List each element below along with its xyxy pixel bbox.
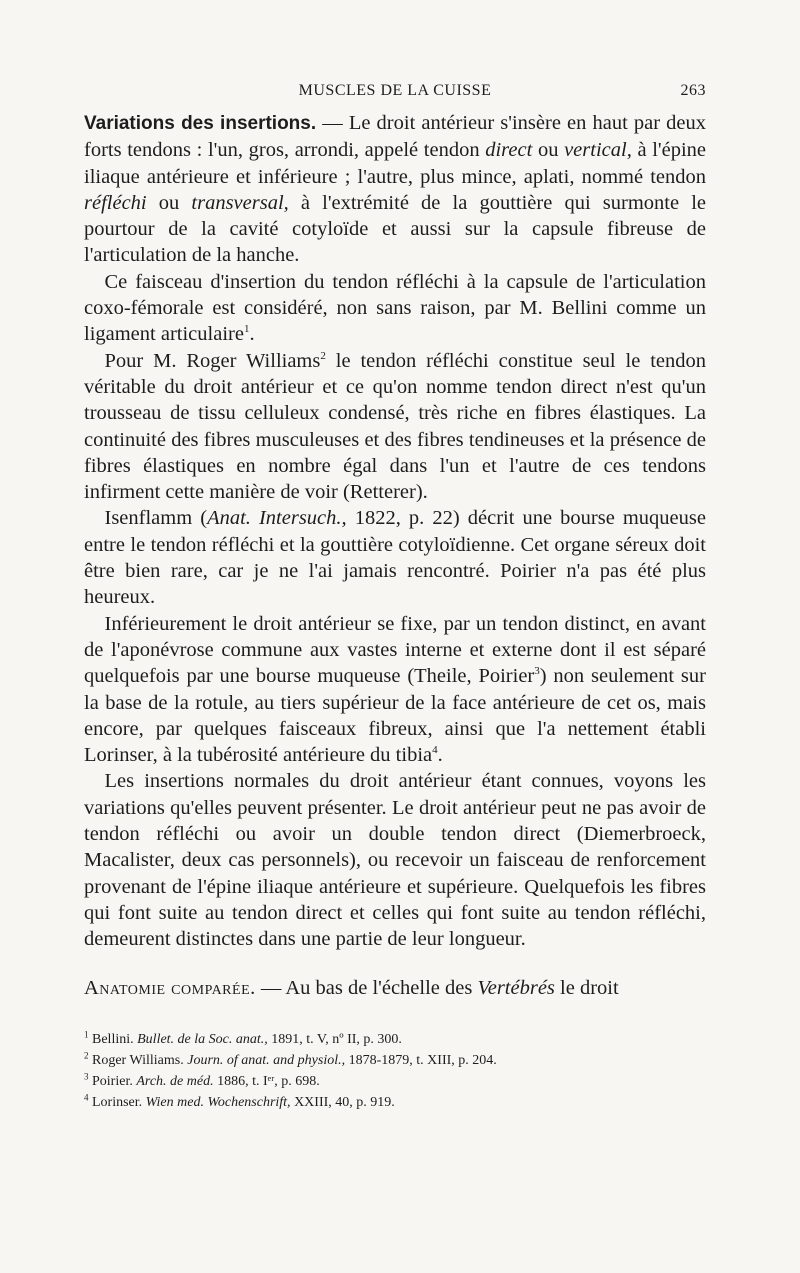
footnote: $^1$ Bellini. Bullet. de la Soc. anat., 1891, t. V, nº II, p. 300. [84,1029,402,1047]
footnotes [84,1029,706,1113]
paragraph: Ce faisceau d'insertion du tendon réfléchi à la capsule de l'articulation coxo-fémorale est considéré, non sans raison, par M. Bellini comme un ligament articulaire$^1$. [84,270,706,346]
paragraph: Les insertions normales du droit antérieur étant connues, voyons les variations qu'elles peuvent présenter. Le droit antérieur peut ne pas avoir de tendon réfléchi ou avoir un double tendon direct (Diemerbroeck, Macalister, deux cas personnels), ou recevoir un faisceau de renforcement provenant de l'épine iliaque antérieure et supérieure. Quelquefois les fibres qui font suite au tendon direct et celles qui font suite au tendon réfléchi, demeurent distinctes dans une partie de leur longueur. [84,770,706,951]
page [84,82,706,1113]
footnote-ref: 1 [243,323,250,336]
body-text [84,110,706,1001]
footnote-ref: 3 [534,665,540,678]
running-header [84,82,706,110]
header-title: MUSCLES DE LA CUISSE [298,82,492,99]
section-heading: Anatomie comparée. [84,976,256,999]
paragraph: Pour M. Roger Williams$^2$ le tendon réfléchi constitue seul le tendon véritable du droit antérieur et ce qu'on nomme tendon direct n'est qu'un trousseau de tissu celluleux condensé, très riche en fibres élastiques. La continuité des fibres musculeuses et des fibres tendineuses et la présence de fibres élastiques en nombre égal dans l'un et l'autre de ces tendons infirment cette manière de voir (Retterer). [84,349,706,504]
page-number: 263 [680,82,706,99]
paragraph: Isenflamm (Anat. Intersuch., 1822, p. 22) décrit une bourse muqueuse entre le tendon réfléchi et la gouttière cotyloïdienne. Cet organe séreux doit être bien rare, car je ne l'ai jamais rencontré. Poirier n'a pas été plus heureux. [84,507,706,609]
section-heading: Variations des insertions. [84,113,317,134]
footnote-ref: 2 [320,349,326,362]
footnote: $^2$ Roger Williams. Journ. of anat. and physiol., 1878-1879, t. XIII, p. 204. [84,1050,497,1068]
paragraph-comparee: Anatomie comparée. — Au bas de l'échelle des Vertébrés le droit [84,976,619,999]
paragraph: Inférieurement le droit antérieur se fixe, par un tendon distinct, en avant de l'aponévrose commune aux vastes interne et externe dont il est séparé quelquefois par une bourse muqueuse (Theile, Poirier$^3$) non seulement sur la base de la rotule, au tiers supérieur de la face antérieure de cet os, mais encore, par quelques faisceaux fibreux, ainsi que l'a nettement établi Lorinser, à la tubérosité antérieure du tibia$^4$. [84,612,706,767]
footnote-ref: 4 [432,744,438,757]
paragraph: Variations des insertions. — Le droit antérieur s'insère en haut par deux forts tendons : l'un, gros, arrondi, appelé tendon direct ou vertical, à l'épine iliaque antérieure et inférieure ; l'autre, plus mince, aplati, nommé tendon réfléchi ou transversal, à l'extrémité de la gouttière qui surmonte le pourtour de la cavité cotyloïde et aussi sur la capsule fibreuse de l'articulation de la hanche. [84,112,706,267]
footnote: $^3$ Poirier. Arch. de méd. 1886, t. Iᵉʳ, p. 698. [84,1071,320,1089]
footnote: $^4$ Lorinser. Wien med. Wochenschrift, XXIII, 40, p. 919. [84,1092,395,1110]
